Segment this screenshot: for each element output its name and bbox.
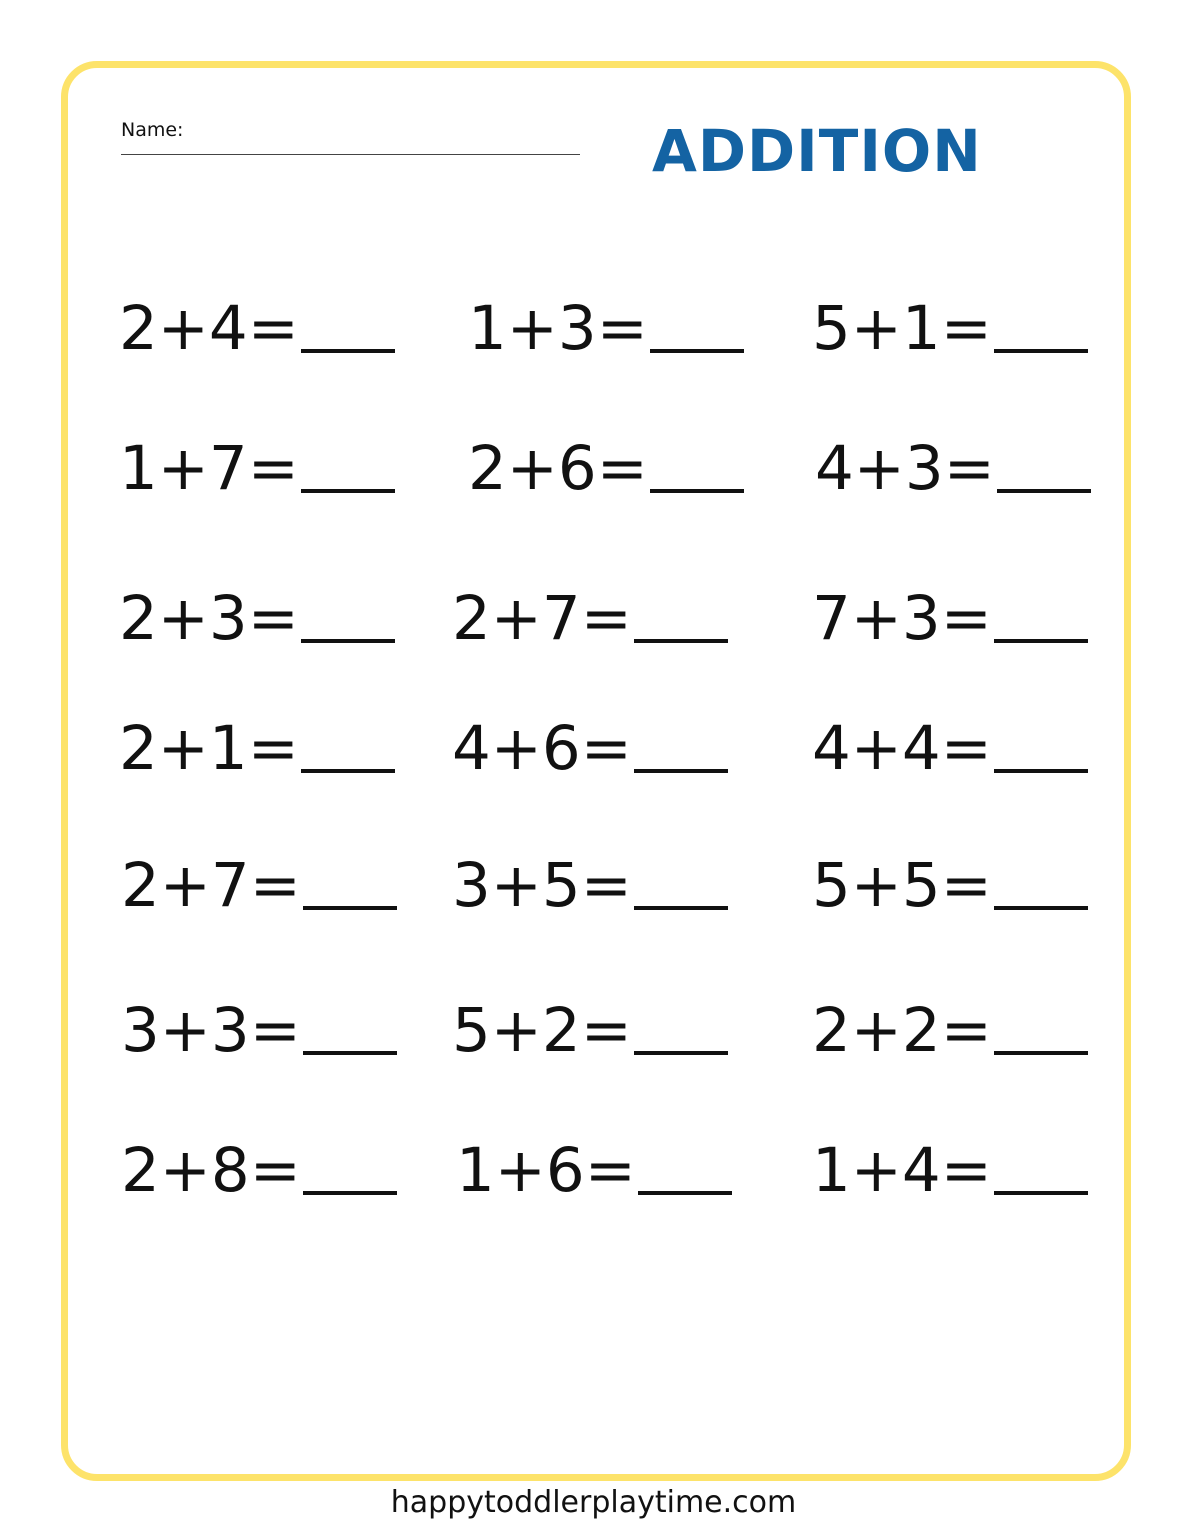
equation-text: 2+4=	[119, 293, 299, 364]
equation-text: 1+6=	[456, 1135, 636, 1206]
problem-r7-c2	[456, 1135, 732, 1206]
name-field[interactable]	[121, 154, 580, 155]
problem-r7-c3	[812, 1135, 1088, 1206]
equation-text: 1+7=	[119, 433, 299, 504]
answer-blank[interactable]	[650, 349, 744, 353]
problem-r5-c1	[121, 850, 397, 921]
equation-text: 7+3=	[812, 583, 992, 654]
equation-text: 3+3=	[121, 995, 301, 1066]
problem-r1-c1	[119, 293, 395, 364]
equation-text: 4+4=	[812, 713, 992, 784]
answer-blank[interactable]	[301, 349, 395, 353]
problem-r4-c2	[452, 713, 728, 784]
name-label: Name:	[121, 119, 184, 141]
answer-blank[interactable]	[301, 769, 395, 773]
answer-blank[interactable]	[650, 489, 744, 493]
equation-text: 2+6=	[468, 433, 648, 504]
equation-text: 2+2=	[812, 995, 992, 1066]
problem-r3-c1	[119, 583, 395, 654]
answer-blank[interactable]	[994, 1191, 1088, 1195]
answer-blank[interactable]	[638, 1191, 732, 1195]
answer-blank[interactable]	[303, 1051, 397, 1055]
equation-text: 2+1=	[119, 713, 299, 784]
answer-blank[interactable]	[994, 639, 1088, 643]
answer-blank[interactable]	[994, 349, 1088, 353]
answer-blank[interactable]	[303, 906, 397, 910]
equation-text: 1+3=	[468, 293, 648, 364]
problem-r7-c1	[121, 1135, 397, 1206]
answer-blank[interactable]	[634, 639, 728, 643]
equation-text: 2+7=	[452, 583, 632, 654]
equation-text: 5+5=	[812, 850, 992, 921]
answer-blank[interactable]	[994, 1051, 1088, 1055]
problem-r6-c2	[452, 995, 728, 1066]
problem-r3-c3	[812, 583, 1088, 654]
answer-blank[interactable]	[994, 906, 1088, 910]
answer-blank[interactable]	[634, 906, 728, 910]
footer-website: happytoddlerplaytime.com	[390, 1485, 797, 1520]
problem-r2-c1	[119, 433, 395, 504]
equation-text: 4+6=	[452, 713, 632, 784]
problem-r5-c3	[812, 850, 1088, 921]
equation-text: 2+3=	[119, 583, 299, 654]
problem-r3-c2	[452, 583, 728, 654]
answer-blank[interactable]	[994, 769, 1088, 773]
equation-text: 1+4=	[812, 1135, 992, 1206]
problem-r1-c3	[812, 293, 1088, 364]
equation-text: 5+2=	[452, 995, 632, 1066]
answer-blank[interactable]	[303, 1191, 397, 1195]
answer-blank[interactable]	[634, 769, 728, 773]
problem-r6-c1	[121, 995, 397, 1066]
answer-blank[interactable]	[997, 489, 1091, 493]
problem-r2-c2	[468, 433, 744, 504]
problem-r2-c3	[815, 433, 1091, 504]
problem-r6-c3	[812, 995, 1088, 1066]
equation-text: 5+1=	[812, 293, 992, 364]
equation-text: 4+3=	[815, 433, 995, 504]
problem-r4-c1	[119, 713, 395, 784]
problem-r1-c2	[468, 293, 744, 364]
equation-text: 3+5=	[452, 850, 632, 921]
problem-r4-c3	[812, 713, 1088, 784]
worksheet-title: ADDITION	[652, 117, 982, 185]
answer-blank[interactable]	[634, 1051, 728, 1055]
equation-text: 2+8=	[121, 1135, 301, 1206]
equation-text: 2+7=	[121, 850, 301, 921]
answer-blank[interactable]	[301, 639, 395, 643]
problem-r5-c2	[452, 850, 728, 921]
answer-blank[interactable]	[301, 489, 395, 493]
